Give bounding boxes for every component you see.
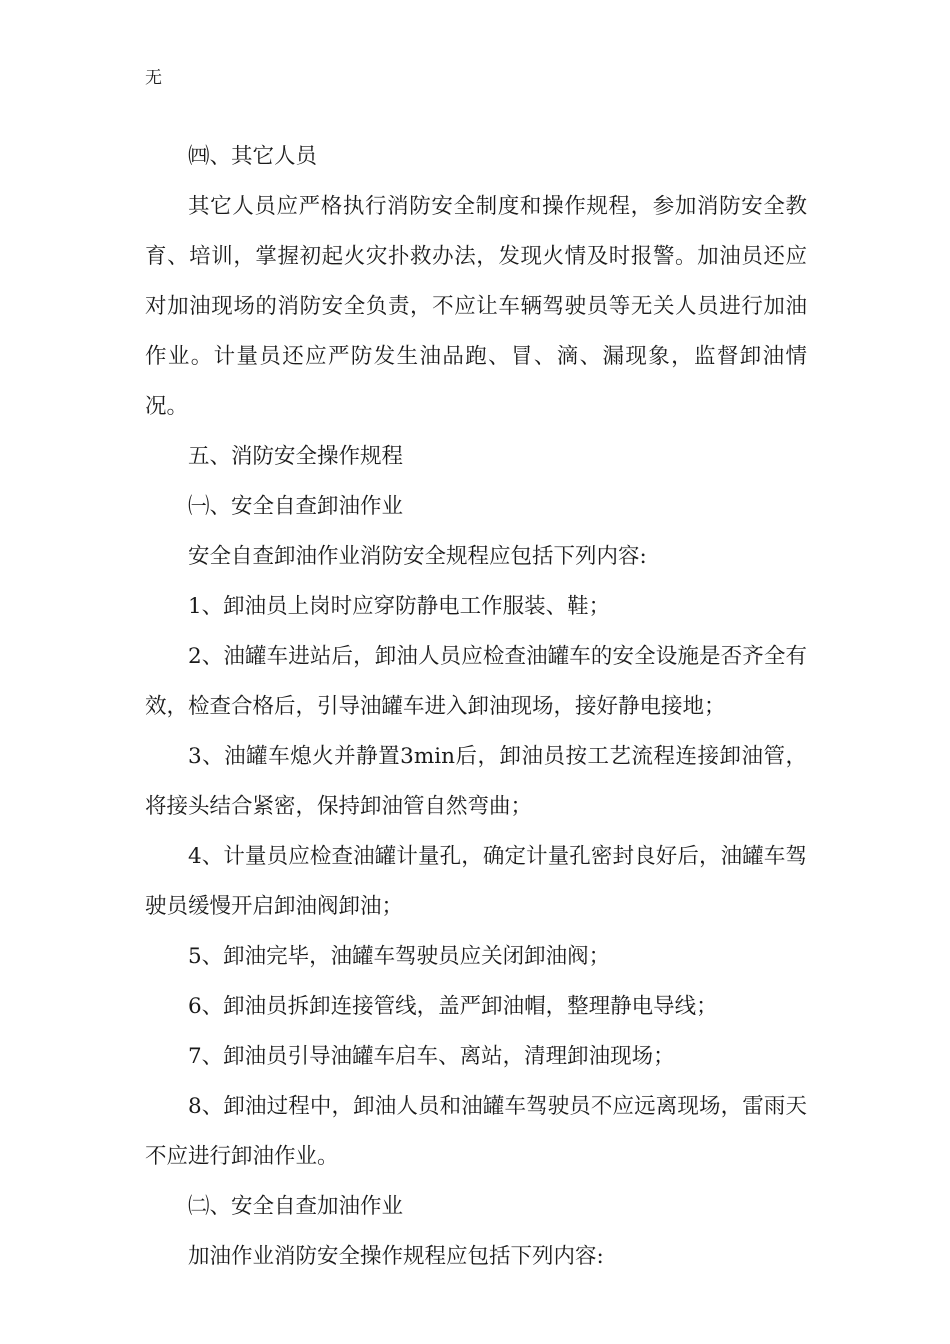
list-item-unloading-7: 7、卸油员引导油罐车启车、离站，清理卸油现场； bbox=[188, 1044, 675, 1069]
list-item-unloading-3: 3、油罐车熄火并静置3min后，卸油员按工艺流程连接卸油管，将接头结合紧密，保持卸油管自然弯曲； bbox=[145, 744, 807, 819]
list-item-unloading-1: 1、卸油员上岗时应穿防静电工作服装、鞋； bbox=[188, 594, 611, 619]
list-item-unloading-2: 2、油罐车进站后，卸油人员应检查油罐车的安全设施是否齐全有效，检查合格后，引导油罐车进入卸油现场，接好静电接地； bbox=[145, 644, 807, 719]
paragraph-unloading-intro: 安全自查卸油作业消防安全规程应包括下列内容: bbox=[188, 544, 647, 569]
subsection-heading-unloading: ㈠、安全自查卸油作业 bbox=[188, 494, 404, 519]
paragraph-refueling-intro: 加油作业消防安全操作规程应包括下列内容: bbox=[188, 1244, 604, 1269]
subsection-heading-refueling: ㈡、安全自查加油作业 bbox=[188, 1194, 404, 1219]
list-item-unloading-4: 4、计量员应检查油罐计量孔，确定计量孔密封良好后，油罐车驾驶员缓慢开启卸油阀卸油； bbox=[145, 844, 807, 919]
paragraph-other-personnel-duties: 其它人员应严格执行消防安全制度和操作规程，参加消防安全教育、培训，掌握初起火灾扑救办法，发现火情及时报警。加油员还应对加油现场的消防安全负责，不应让车辆驾驶员等无关人员进行加油作业。计量员还应严防发生油品跑、冒、滴、漏现象，监督卸油情况。 bbox=[145, 194, 807, 419]
list-item-unloading-5: 5、卸油完毕，油罐车驾驶员应关闭卸油阀； bbox=[188, 944, 611, 969]
page-header-mark: 无 bbox=[145, 68, 162, 88]
section-heading-other-personnel: ㈣、其它人员 bbox=[188, 144, 318, 169]
list-item-unloading-8: 8、卸油过程中，卸油人员和油罐车驾驶员不应远离现场，雷雨天不应进行卸油作业。 bbox=[145, 1094, 807, 1169]
list-item-unloading-6: 6、卸油员拆卸连接管线，盖严卸油帽，整理静电导线； bbox=[188, 994, 718, 1019]
document-body bbox=[145, 132, 807, 1282]
section-heading-operating-procedures: 五、消防安全操作规程 bbox=[188, 444, 404, 469]
